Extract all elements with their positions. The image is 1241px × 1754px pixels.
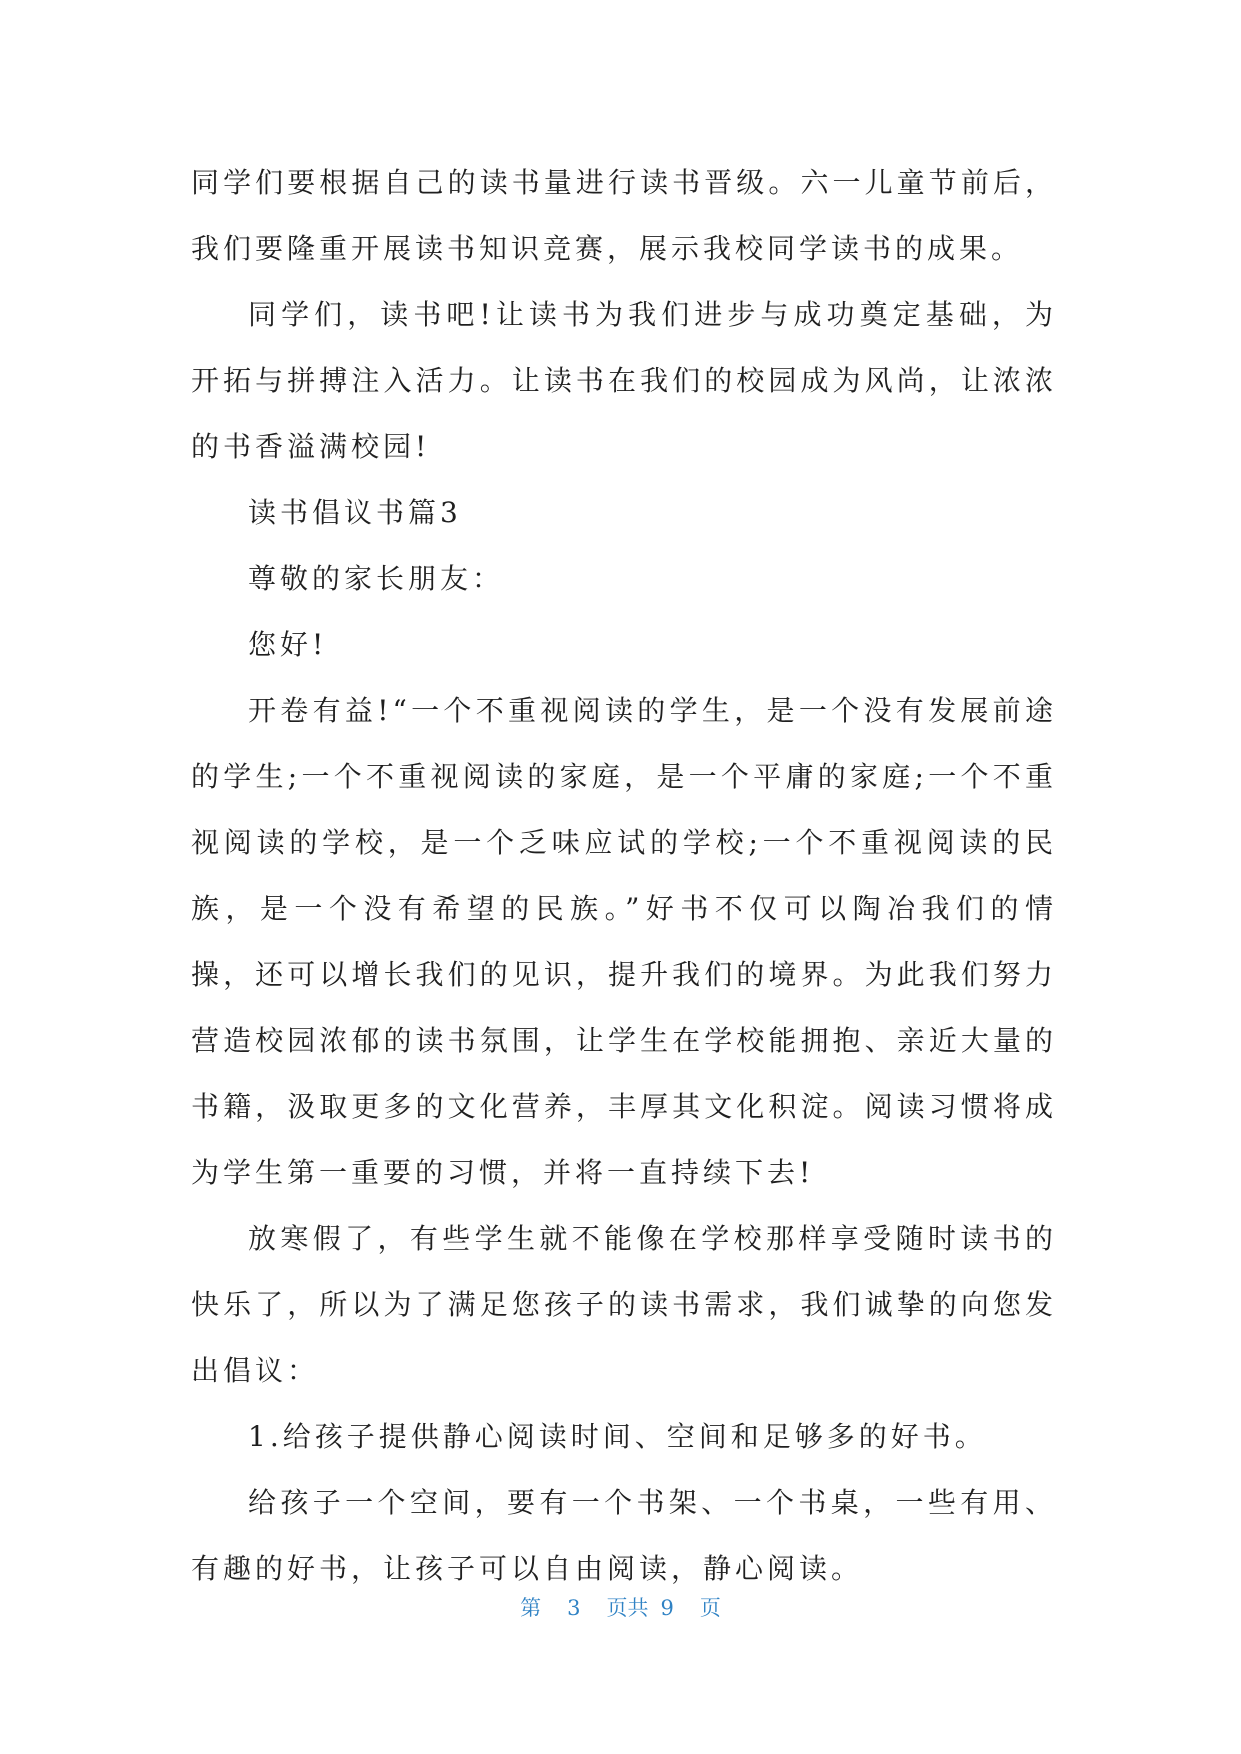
paragraph-1: 同学们要根据自己的读书量进行读书晋级。六一儿童节前后，我们要隆重开展读书知识竞赛，展示我校同学读书的成果。 [191,166,1057,265]
section-heading: 读书倡议书篇3 [248,496,462,529]
footer-suffix: 页 [699,1596,721,1620]
footer-prefix: 第 [520,1596,542,1620]
paragraph-2: 同学们，读书吧!让读书为我们进步与成功奠定基础，为开拓与拼搏注入活力。让读书在我们的校园成为风尚，让浓浓的书香溢满校园! [191,298,1057,463]
footer-middle: 页共 [606,1596,649,1620]
paragraph-9: 给孩子一个空间，要有一个书架、一个书桌，一些有用、有趣的好书，让孩子可以自由阅读，静心阅读。 [191,1486,1057,1585]
page-footer [0,1592,1241,1622]
document-body [191,150,1057,1602]
footer-current-page: 3 [567,1596,581,1620]
paragraph-7: 放寒假了，有些学生就不能像在学校那样享受随时读书的快乐了，所以为了满足您孩子的读书需求，我们诚挚的向您发出倡议： [191,1222,1057,1387]
paragraph-6: 开卷有益!“一个不重视阅读的学生，是一个没有发展前途的学生;一个不重视阅读的家庭，是一个平庸的家庭;一个不重视阅读的学校，是一个乏味应试的学校;一个不重视阅读的民族，是一个没有希望的民族。”好书不仅可以陶冶我们的情操，还可以增长我们的见识，提升我们的境界。为此我们努力营造校园浓郁的读书氛围，让学生在学校能拥抱、亲近大量的书籍，汲取更多的文化营养，丰厚其文化积淀。阅读习惯将成为学生第一重要的习惯，并将一直持续下去! [191,694,1057,1189]
list-item-1: 1.给孩子提供静心阅读时间、空间和足够多的好书。 [248,1420,987,1453]
footer-total-pages: 9 [660,1596,674,1620]
greeting: 您好! [248,628,328,661]
salutation: 尊敬的家长朋友： [248,562,505,595]
